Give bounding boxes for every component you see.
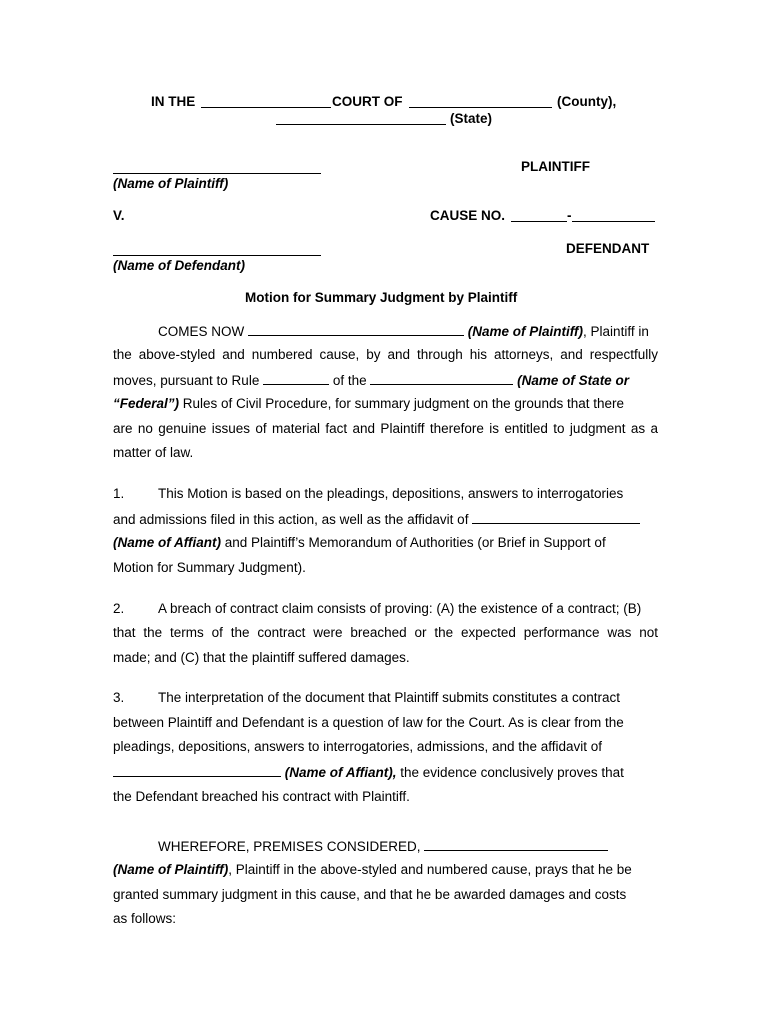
p2-text-1: A breach of contract claim consists of proving: (A) the existence of a contract; (B) xyxy=(158,601,642,616)
intro-federal: “Federal”) xyxy=(113,396,180,411)
p1-number: 1. xyxy=(113,486,125,501)
comes-now-text: COMES NOW xyxy=(158,324,245,339)
wherefore-line-3: granted summary judgment in this cause, and that he be awarded damages and costs xyxy=(113,887,627,902)
p3-text-4: the evidence conclusively proves that xyxy=(396,765,624,780)
intro-line-5: are no genuine issues of material fact and Plaintiff therefore is entitled to judgment as a xyxy=(113,421,658,436)
intro-name-of-plaintiff: (Name of Plaintiff) xyxy=(467,324,584,339)
intro-line-6: matter of law. xyxy=(113,445,194,460)
p1-text-3: and Plaintiff’s Memorandum of Authorities (or Brief in Support of xyxy=(221,535,606,550)
intro-line-1 xyxy=(113,323,658,340)
p3-line-5: the Defendant breached his contract with Plaintiff. xyxy=(113,789,410,804)
plaintiff-label: PLAINTIFF xyxy=(521,159,590,174)
state-label: (State) xyxy=(450,111,493,126)
wherefore-name-of-plaintiff: (Name of Plaintiff) xyxy=(113,862,229,877)
county-label: (County), xyxy=(557,94,617,109)
p3-name-of-affiant: (Name of Affiant), xyxy=(284,765,397,780)
county-blank xyxy=(409,107,552,108)
p3-line-4 xyxy=(113,764,658,781)
p1-line-1 xyxy=(113,486,658,502)
intro-text-4: Rules of Civil Procedure, for summary judgment on the grounds that there xyxy=(179,396,624,411)
rule-blank xyxy=(263,372,329,385)
name-of-defendant-caption: (Name of Defendant) xyxy=(113,258,246,273)
p3-line-3: pleadings, depositions, answers to interrogatories, admissions, and the affidavit of xyxy=(113,739,603,754)
p3-number: 3. xyxy=(113,690,125,705)
name-of-plaintiff-caption: (Name of Plaintiff) xyxy=(113,176,229,191)
p2-number: 2. xyxy=(113,601,125,616)
p2-line-2: that the terms of the contract were breached or the expected performance was not xyxy=(113,625,658,640)
intro-moves-text: moves, pursuant to Rule xyxy=(113,373,260,388)
p1-line-2 xyxy=(113,511,658,528)
p3-line-1 xyxy=(113,690,658,706)
plaintiff-name-blank xyxy=(113,173,321,174)
p1-line-4: Motion for Summary Judgment). xyxy=(113,560,306,575)
affiant-blank-1 xyxy=(472,511,640,524)
state-federal-blank xyxy=(370,372,513,385)
intro-line-4 xyxy=(113,396,658,412)
cause-no-blank-2 xyxy=(572,221,655,222)
wherefore-text-2: , Plaintiff in the above-styled and numbered cause, prays that he be xyxy=(228,862,632,877)
intro-line-2: the above-styled and numbered cause, by and through his attorneys, and respectfully xyxy=(113,347,658,362)
wherefore-line-4: as follows: xyxy=(113,911,177,926)
p1-text-2: and admissions filed in this action, as well as the affidavit of xyxy=(113,512,469,527)
p2-line-3: made; and (C) that the plaintiff suffered damages. xyxy=(113,650,410,665)
cause-no-label: CAUSE NO. xyxy=(430,208,506,223)
wherefore-line-2 xyxy=(113,862,658,878)
intro-line-3 xyxy=(113,372,658,389)
intro-text-1: , Plaintiff in xyxy=(583,324,649,339)
court-of-label: COURT OF xyxy=(332,94,403,109)
defendant-label: DEFENDANT xyxy=(566,241,650,256)
intro-of-the-text: of the xyxy=(332,373,367,388)
versus-label: V. xyxy=(113,208,125,223)
court-blank xyxy=(201,107,331,108)
affiant-blank-2 xyxy=(113,764,281,777)
wherefore-line-1 xyxy=(113,838,658,855)
cause-no-blank-1 xyxy=(511,221,567,222)
p1-name-of-affiant: (Name of Affiant) xyxy=(113,535,221,550)
defendant-name-blank xyxy=(113,255,321,256)
p1-text-1: This Motion is based on the pleadings, depositions, answers to interrogatories xyxy=(158,486,624,501)
plaintiff-blank xyxy=(248,323,464,336)
document-title: Motion for Summary Judgment by Plaintiff xyxy=(245,290,518,305)
p3-text-1: The interpretation of the document that Plaintiff submits constitutes a contract xyxy=(158,690,620,705)
state-blank xyxy=(276,124,446,125)
wherefore-plaintiff-blank xyxy=(424,838,608,851)
intro-name-of-state: (Name of State or xyxy=(517,373,629,388)
p3-line-2: between Plaintiff and Defendant is a question of law for the Court. As is clear from the xyxy=(113,715,624,730)
p2-line-1 xyxy=(113,601,658,617)
p1-line-3 xyxy=(113,535,658,551)
in-the-label: IN THE xyxy=(151,94,196,109)
cause-no-dash: - xyxy=(567,208,572,223)
wherefore-text-1: WHEREFORE, PREMISES CONSIDERED, xyxy=(158,839,421,854)
